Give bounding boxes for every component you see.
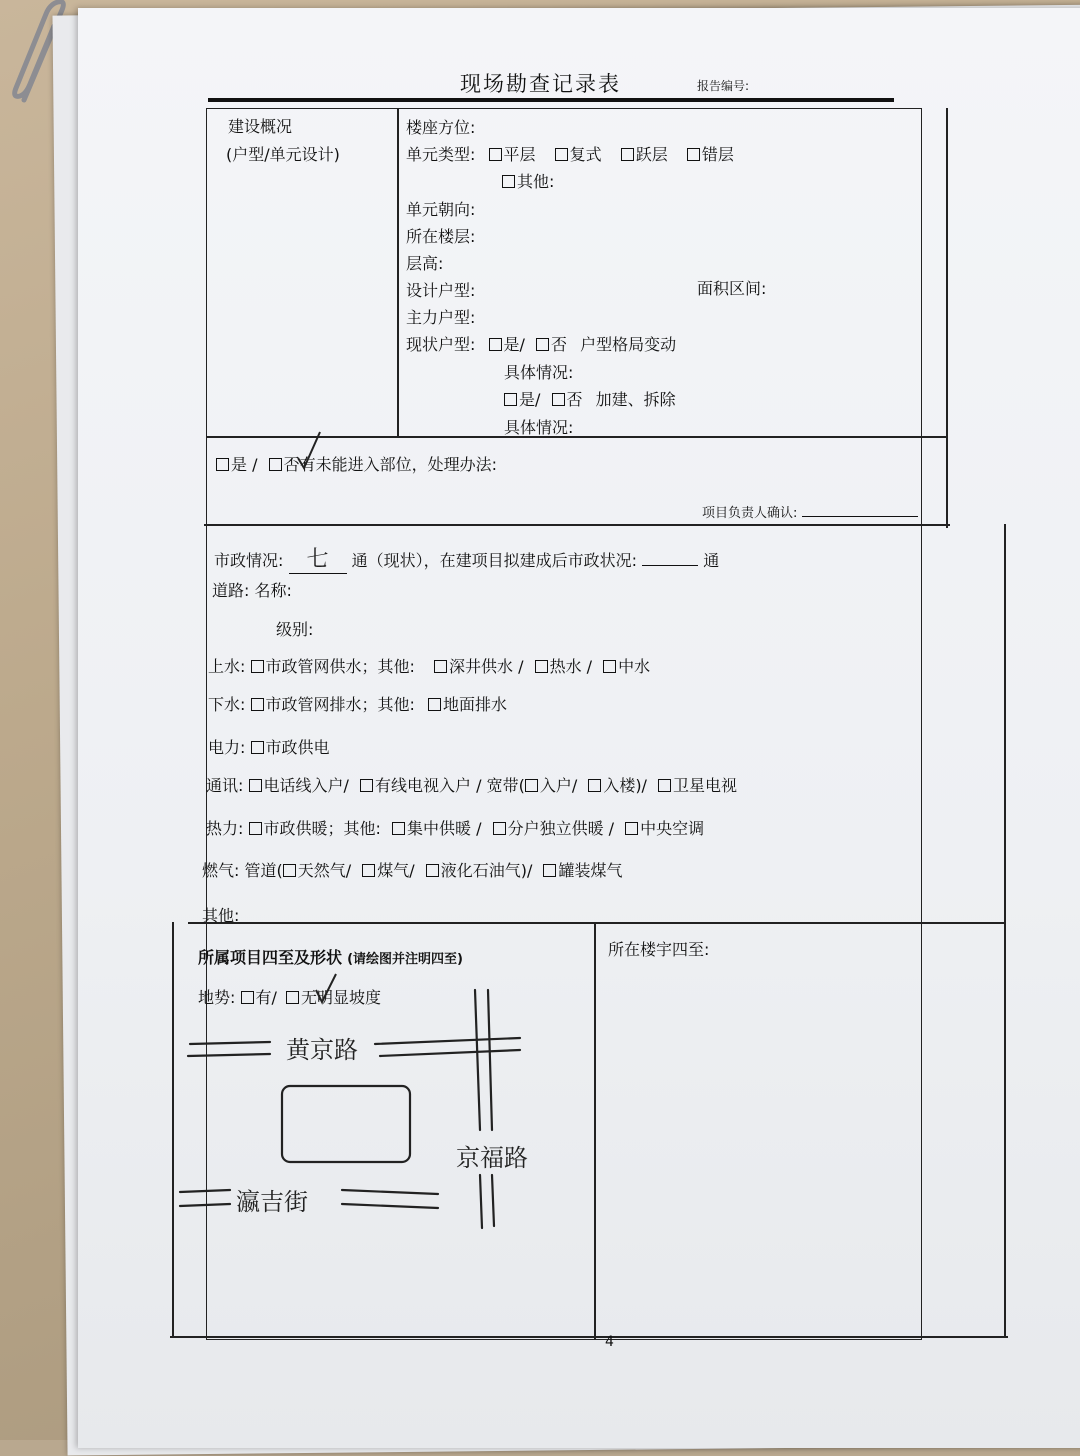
heat-label: 热力: — [206, 819, 244, 838]
design-type-label: 设计户型: — [406, 281, 476, 300]
title-rule — [208, 98, 894, 102]
divider-2 — [204, 524, 950, 526]
cable-tv-label: 有线电视入户 / 宽带( — [375, 776, 525, 795]
municipal-row — [214, 542, 719, 574]
unit-type-duplex — [555, 145, 607, 164]
project-boundary-title-row — [198, 945, 463, 968]
checkbox-municipal-drainage[interactable] — [251, 698, 264, 711]
checkbox-coal-gas[interactable] — [362, 864, 375, 877]
water-supply-label: 上水: — [208, 657, 246, 676]
municipal-count-handwritten: 七 — [306, 547, 329, 572]
gas-row — [202, 858, 623, 881]
floor-label: 所在楼层: — [406, 227, 476, 246]
checkbox-hot-water[interactable] — [535, 660, 548, 673]
building-boundary-title: 所在楼宇四至: — [608, 940, 710, 959]
checkbox-reclaimed-water[interactable] — [603, 660, 616, 673]
municipal-end-label: 通 — [703, 551, 720, 570]
unit-type-other — [502, 169, 554, 192]
addition-no-label: 否 — [566, 390, 583, 409]
individual-heat-label: 分户独立供暖 / — [507, 819, 615, 838]
form-title: 现场勘查记录表 — [460, 72, 621, 96]
central-ac-label: 中央空调 — [640, 819, 705, 838]
checkbox-cable-tv[interactable] — [360, 779, 373, 792]
municipal-count-field[interactable] — [289, 542, 347, 574]
hot-water-label: 热水 / — [549, 657, 593, 676]
telecom-row — [206, 773, 737, 796]
checkbox-duplex[interactable] — [555, 148, 568, 161]
project-boundary-note: (请绘图并注明四至) — [347, 952, 463, 967]
unit-type-loft — [621, 145, 673, 164]
report-number-label: 报告编号: — [697, 79, 750, 93]
unit-type-flat — [489, 145, 541, 164]
area-range-label: 面积区间: — [697, 279, 767, 298]
layout-details-label: 具体情况: — [504, 363, 574, 382]
other-type-label: 其他: — [517, 172, 555, 191]
checkbox-addition-no[interactable] — [552, 393, 565, 406]
access-yes-label: 是 / — [231, 455, 258, 474]
section4-vertical — [594, 922, 596, 1340]
east-road-label: 京福路 — [456, 1144, 528, 1172]
planned-municipal-field[interactable] — [642, 565, 698, 566]
central-heat-label: 集中供暖 / — [407, 819, 482, 838]
road-level-label: 级别: — [276, 620, 314, 639]
duplex-option-label: 复式 — [569, 145, 602, 164]
heat-row — [206, 816, 704, 839]
loft-option-label: 跃层 — [635, 145, 668, 164]
addition-row — [504, 387, 676, 410]
north-road-label: 黄京路 — [286, 1036, 358, 1064]
checkbox-split[interactable] — [687, 148, 700, 161]
addition-yes-label: 是/ — [519, 390, 541, 409]
broadband-home-label: 入户/ — [539, 776, 578, 795]
frame-right-lower — [946, 108, 948, 528]
power-row — [208, 735, 330, 758]
layout-no-label: 否 — [551, 335, 568, 354]
project-boundary-title: 所属项目四至及形状 — [198, 948, 343, 967]
main-type-label: 主力户型: — [406, 308, 476, 327]
checkbox-broadband-home[interactable] — [525, 779, 538, 792]
split-option-label: 错层 — [701, 145, 734, 164]
current-type-row — [406, 332, 676, 355]
flat-option-label: 平层 — [503, 145, 536, 164]
terrain-label: 地势: — [198, 988, 236, 1007]
unit-facing-label: 单元朝向: — [406, 200, 476, 219]
checkbox-other-type[interactable] — [502, 175, 515, 188]
other-utilities-label: 其他: — [202, 906, 240, 925]
drainage-row — [208, 692, 507, 715]
divider-3 — [188, 922, 1006, 924]
telecom-label: 通讯: — [206, 776, 244, 795]
construction-overview-title: 建设概况 — [228, 117, 293, 136]
addition-details-label: 具体情况: — [504, 418, 574, 437]
municipal-mid-label: 通（现状），在建项目拟建成后市政状况: — [351, 551, 637, 570]
unit-type-label: 单元类型: — [406, 145, 476, 164]
site-sketch — [170, 980, 570, 1240]
checkbox-municipal-heat[interactable] — [249, 822, 262, 835]
checkbox-access-yes[interactable] — [216, 458, 229, 471]
unit-type-split — [687, 145, 734, 164]
municipal-power-label: 市政供电 — [265, 738, 330, 757]
addition-label: 加建、拆除 — [595, 390, 676, 409]
checkbox-natural-gas[interactable] — [283, 864, 296, 877]
checkbox-loft[interactable] — [621, 148, 634, 161]
checkbox-broadband-building[interactable] — [588, 779, 601, 792]
broadband-building-label: 入楼)/ — [603, 776, 647, 795]
section1-vertical — [397, 108, 399, 436]
road-name-label: 道路: 名称: — [212, 581, 292, 600]
frame-bottom — [170, 1336, 1008, 1338]
confirm-row — [702, 502, 918, 521]
power-label: 电力: — [208, 738, 246, 757]
well-water-label: 深井供水 / — [449, 657, 524, 676]
building-orientation-label: 楼座方位: — [406, 118, 476, 137]
municipal-drainage-label: 市政管网排水；其他: — [265, 695, 415, 714]
checkbox-addition-yes[interactable] — [504, 393, 517, 406]
frame-right-bottom — [1004, 524, 1006, 1336]
bottled-gas-label: 罐装煤气 — [558, 861, 623, 880]
page-number: 4 — [605, 1334, 614, 1350]
slope-no-label: 无明显坡度 — [301, 988, 382, 1007]
checkbox-municipal-water[interactable] — [251, 660, 264, 673]
checkbox-phone-line[interactable] — [249, 779, 262, 792]
checkbox-access-no[interactable] — [269, 458, 282, 471]
phone-line-label: 电话线入户/ — [263, 776, 349, 795]
checkbox-layout-yes[interactable] — [489, 338, 502, 351]
checkbox-layout-no[interactable] — [536, 338, 549, 351]
layout-yes-label: 是/ — [503, 335, 525, 354]
municipal-label: 市政情况: — [214, 551, 284, 570]
handwritten-check-mark — [294, 428, 324, 474]
current-type-label: 现状户型: — [406, 335, 476, 354]
access-row — [216, 452, 497, 475]
checkbox-well-water[interactable] — [434, 660, 447, 673]
surface-drainage-label: 地面排水 — [443, 695, 508, 714]
municipal-water-label: 市政管网供水；其他: — [265, 657, 415, 676]
unit-type-row — [406, 142, 734, 165]
slope-yes-label: 有/ — [255, 988, 277, 1007]
checkbox-central-ac[interactable] — [625, 822, 638, 835]
south-road-label: 瀛吉街 — [236, 1188, 308, 1216]
floor-height-label: 层高: — [406, 254, 444, 273]
drainage-label: 下水: — [208, 695, 246, 714]
checkbox-lpg[interactable] — [426, 864, 439, 877]
confirm-label: 项目负责人确认: — [702, 506, 798, 521]
checkbox-individual-heat[interactable] — [493, 822, 506, 835]
checkbox-flat[interactable] — [489, 148, 502, 161]
coal-gas-label: 煤气/ — [377, 861, 415, 880]
pipeline-gas-label: 管道( — [244, 861, 283, 880]
checkbox-municipal-power[interactable] — [251, 741, 264, 754]
checkbox-central-heat[interactable] — [392, 822, 405, 835]
access-no-label: 否有未能进入部位，处理办法: — [283, 455, 497, 474]
water-supply-row — [208, 654, 650, 677]
gas-label: 燃气: — [202, 861, 240, 880]
municipal-heat-label: 市政供暖；其他: — [263, 819, 381, 838]
construction-overview-subtitle: (户型/单元设计) — [226, 145, 340, 164]
reclaimed-water-label: 中水 — [618, 657, 651, 676]
layout-change-label: 户型格局变动 — [580, 335, 677, 354]
natural-gas-label: 天然气/ — [297, 861, 352, 880]
satellite-tv-label: 卫星电视 — [673, 776, 738, 795]
checkbox-surface-drainage[interactable] — [428, 698, 441, 711]
confirm-signature-line[interactable] — [802, 516, 918, 517]
lpg-label: 液化石油气)/ — [440, 861, 533, 880]
checkbox-satellite-tv[interactable] — [658, 779, 671, 792]
checkbox-bottled-gas[interactable] — [543, 864, 556, 877]
